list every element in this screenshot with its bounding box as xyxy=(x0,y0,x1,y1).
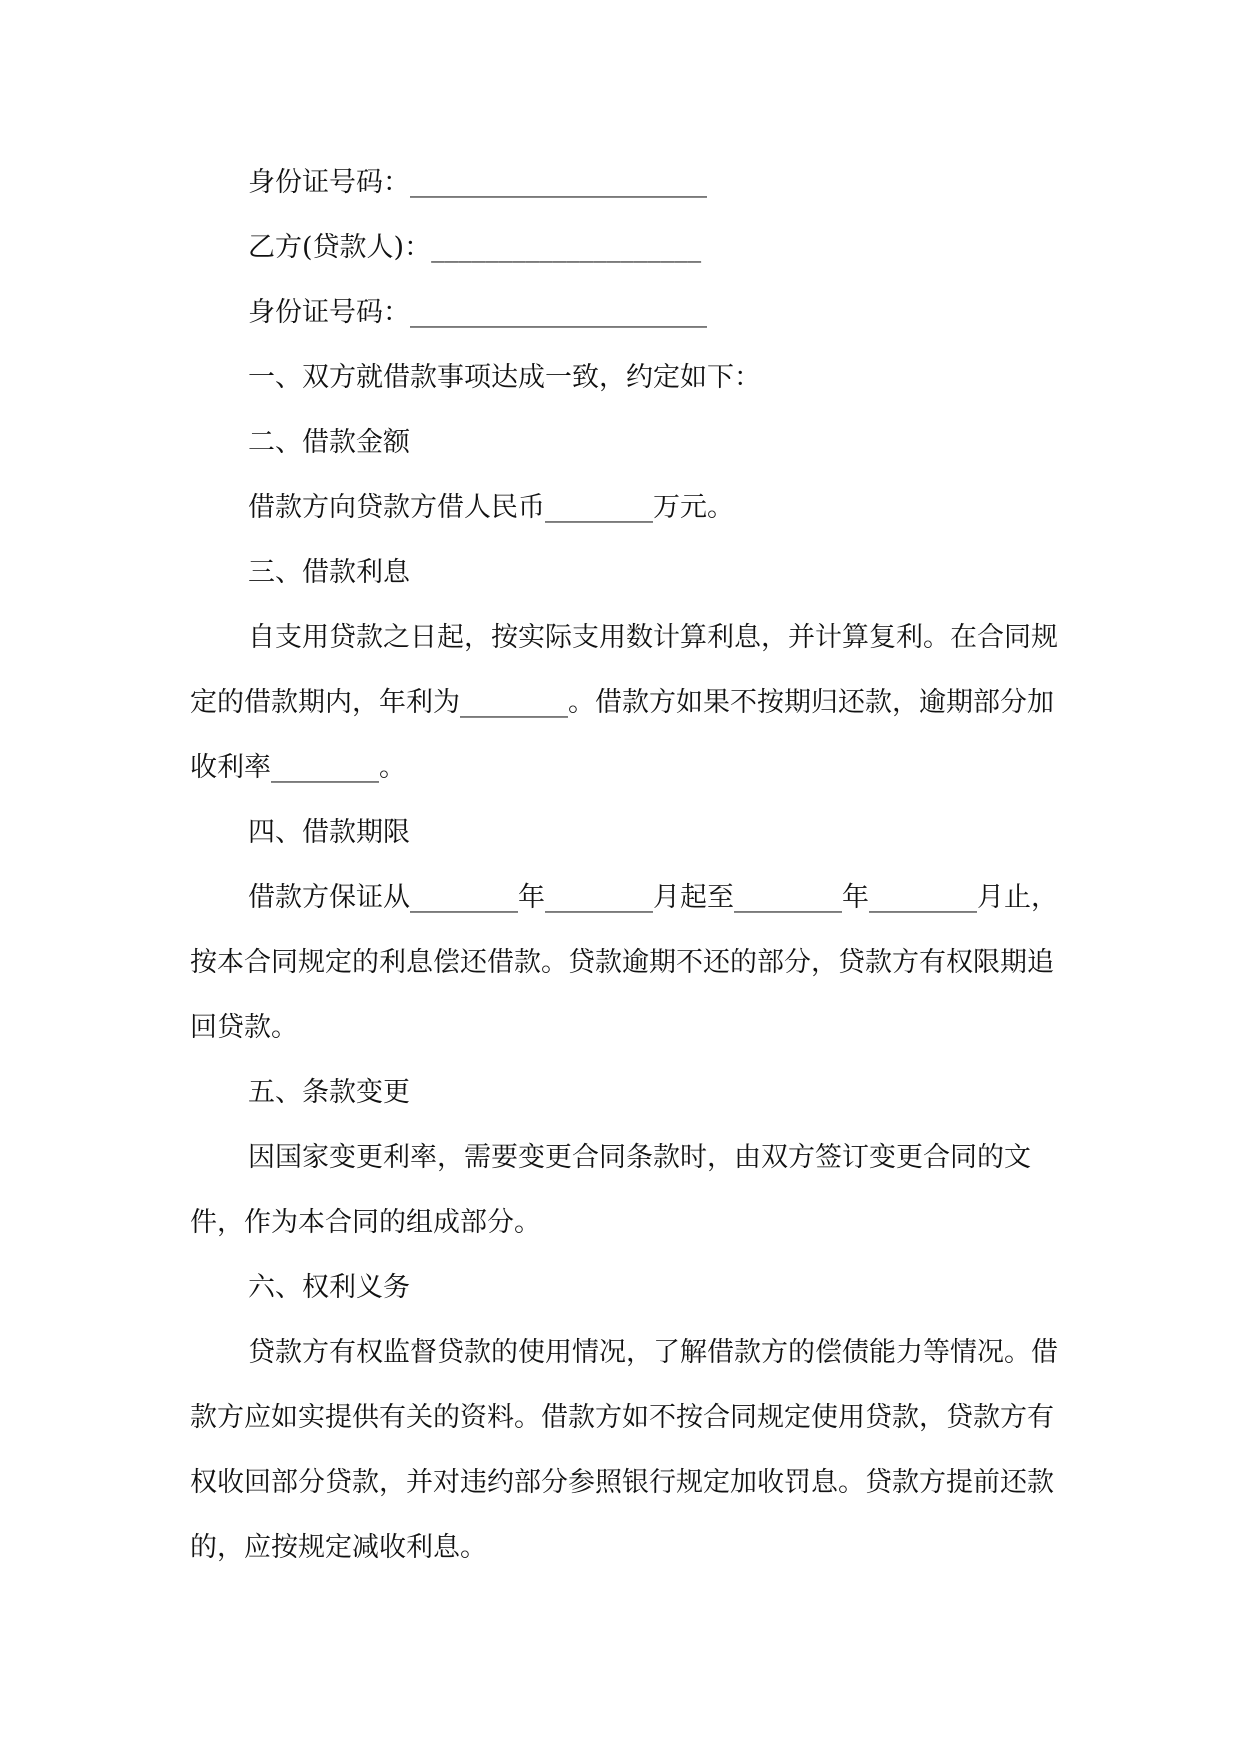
heading-loan-interest: 三、借款利息 xyxy=(248,557,410,588)
heading-clause-change: 五、条款变更 xyxy=(248,1077,410,1108)
rights-paragraph: 贷款方有权监督贷款的使用情况，了解借款方的偿债能力等情况。借款方应如实提供有关的资料。借款方如不按合同规定使用贷款，贷款方有权收回部分贷款，并对违约部分参照银行规定加收罚息。贷款方提前还款的，应按规定减收利息。 xyxy=(190,1337,1058,1563)
loan-amount-text: 借款方向贷款方借人民币________万元。 xyxy=(248,492,734,523)
term-paragraph: 借款方保证从________年________月起至________年________月止，按本合同规定的利息偿还借款。贷款逾期不还的部分，贷款方有权限期追回贷款。 xyxy=(190,882,1058,1043)
heading-loan-amount: 二、借款金额 xyxy=(248,427,410,458)
heading-loan-term: 四、借款期限 xyxy=(248,817,410,848)
lender-id-line: 身份证号码：______________________ xyxy=(248,297,707,328)
clause-change-paragraph: 因国家变更利率，需要变更合同条款时，由双方签订变更合同的文件，作为本合同的组成部分。 xyxy=(190,1142,1031,1238)
lender-line: 乙方(贷款人)：____________________ xyxy=(248,232,702,263)
document-page xyxy=(190,150,1062,1580)
interest-paragraph: 自支用贷款之日起，按实际支用数计算利息，并计算复利。在合同规定的借款期内，年利为________。借款方如果不按期归还款，逾期部分加收利率________。 xyxy=(190,622,1058,783)
heading-rights-obligations: 六、权利义务 xyxy=(248,1272,410,1303)
borrower-id-line: 身份证号码：______________________ xyxy=(248,167,707,198)
agreement-intro: 一、双方就借款事项达成一致，约定如下： xyxy=(248,362,761,393)
